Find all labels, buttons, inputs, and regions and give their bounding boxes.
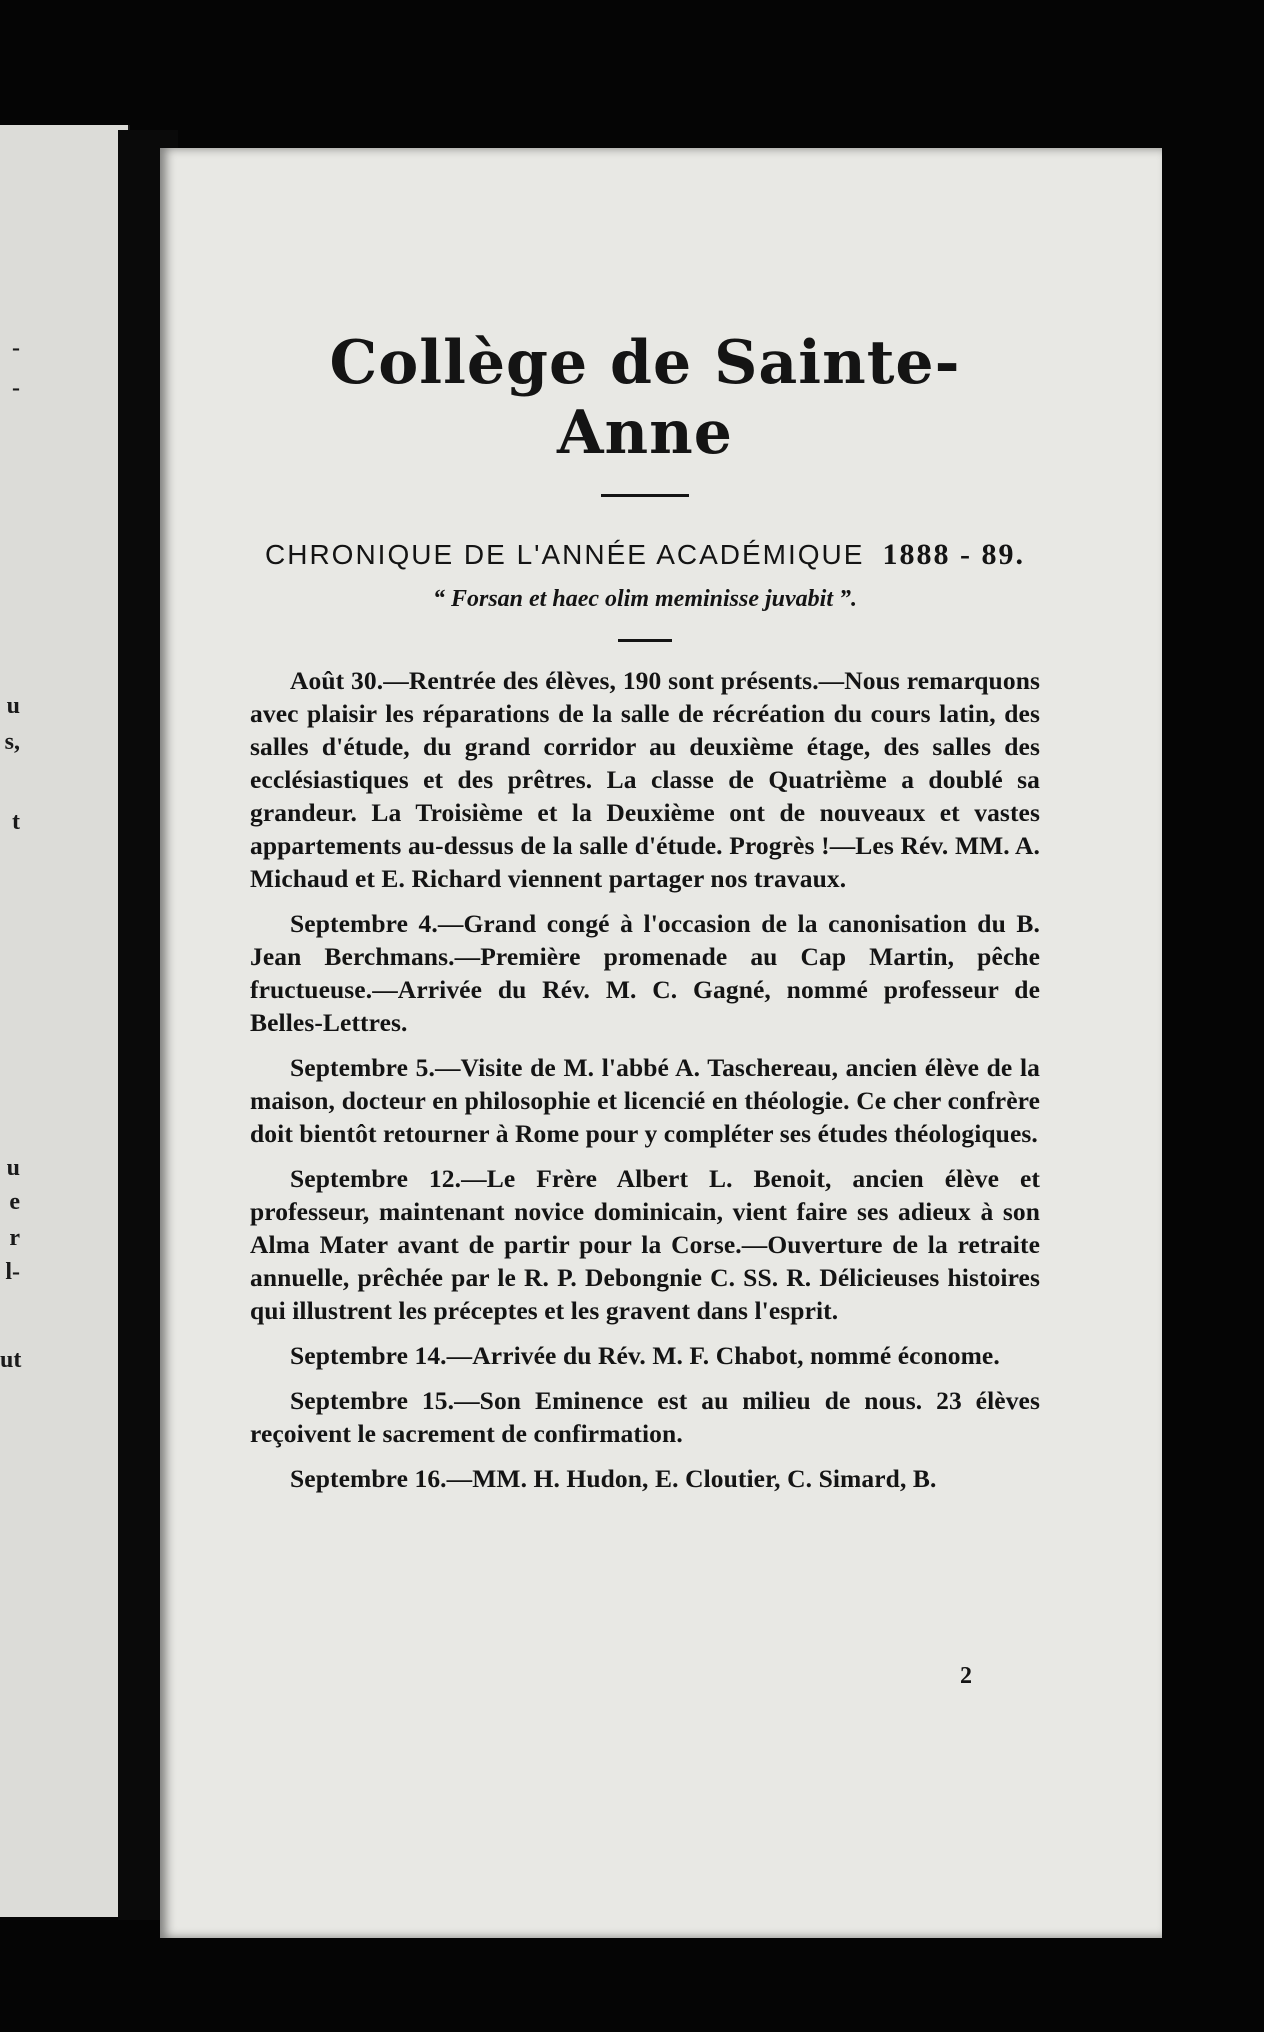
entry-date: Août 30.	[290, 666, 384, 695]
entry-date: Septembre 15.	[290, 1386, 455, 1415]
entry-text: —Visite de M. l'abbé A. Taschereau, ancien élève de la maison, docteur en philosophie et licencié en théologie. Ce cher confrère doit bientôt retourner à Rome pour y compléter ses études théologiques.	[250, 1053, 1041, 1148]
page-number: 2	[960, 1663, 972, 1689]
entry-text: —Son Eminence est au milieu de nous. 23 élèves reçoivent le sacrement de confirmation.	[250, 1386, 1040, 1448]
entry-date: Septembre 12.	[290, 1164, 462, 1193]
chronicle-heading	[250, 537, 1040, 573]
left-fragment: u	[6, 693, 20, 719]
page-title: Collège de Sainte-Anne	[329, 328, 961, 468]
chronicle-entry	[250, 1384, 1040, 1450]
left-fragment: t	[12, 809, 20, 835]
entry-text: —Arrivée du Rév. M. F. Chabot, nommé économe.	[446, 1341, 1000, 1370]
entry-text: —Grand congé à l'occasion de la canonisation du B. Jean Berchmans.—Première promenade au Cap Martin, pêche fructueuse.—Arrivée du Rév. M. C. Gagné, nommé professeur de Belles-Lettres.	[250, 909, 1040, 1037]
entry-date: Septembre 5.	[290, 1053, 435, 1082]
left-fragment: u	[6, 1155, 20, 1181]
entry-date: Septembre 14.	[290, 1341, 447, 1370]
left-fragment: ut	[0, 1347, 22, 1373]
entry-date: Septembre 16.	[290, 1464, 447, 1493]
entry-date: Septembre 4.	[290, 909, 438, 938]
page-content	[250, 328, 1040, 1507]
left-fragment: s,	[4, 729, 20, 755]
epigraph-rule	[618, 639, 672, 642]
chronicle-entries	[250, 664, 1040, 1495]
chronicle-entry	[250, 1462, 1040, 1495]
chronicle-heading-text: CHRONIQUE DE L'ANNÉE ACADÉMIQUE	[265, 539, 865, 570]
entry-text: —MM. H. Hudon, E. Cloutier, C. Simard, B.	[446, 1464, 937, 1493]
entry-text: —Rentrée des élèves, 190 sont présents.—Nous remarquons avec plaisir les réparations de la salle de récréation du cours latin, des salles d'étude, du grand corridor au deuxième étage, des salles des ecclésiastiques et des prêtres. La classe de Quatrième a doublé sa grandeur. La Troisième et la Deuxième ont de nouveaux et vastes appartements au-dessus de la salle d'étude. Progrès !—Les Rév. MM. A. Michaud et E. Richard viennent partager nos travaux.	[250, 666, 1040, 893]
chronicle-entry	[250, 664, 1040, 895]
chronicle-entry	[250, 1162, 1040, 1327]
left-fragment: e	[9, 1189, 20, 1215]
left-fragment: -	[12, 375, 20, 401]
left-fragment: -	[12, 335, 20, 361]
left-page-edge	[0, 125, 130, 1917]
title-rule	[601, 494, 689, 497]
chronicle-entry	[250, 907, 1040, 1039]
chronicle-entry	[250, 1339, 1040, 1372]
chronicle-entry	[250, 1051, 1040, 1150]
academic-year: 1888 - 89.	[882, 538, 1025, 571]
entry-text: —Le Frère Albert L. Benoit, ancien élève et professeur, maintenant novice dominicain, vient faire ses adieux à son Alma Mater avant de partir pour la Corse.—Ouverture de la retraite annuelle, prêchée par le R. P. Debongnie C. SS. R. Délicieuses histoires qui illustrent les préceptes et les gravent dans l'esprit.	[250, 1164, 1040, 1325]
book-page	[160, 148, 1162, 1938]
epigraph: “ Forsan et haec olim meminisse juvabit ”.	[432, 586, 858, 612]
left-fragment: r	[9, 1225, 20, 1251]
left-fragment: l-	[5, 1259, 20, 1285]
